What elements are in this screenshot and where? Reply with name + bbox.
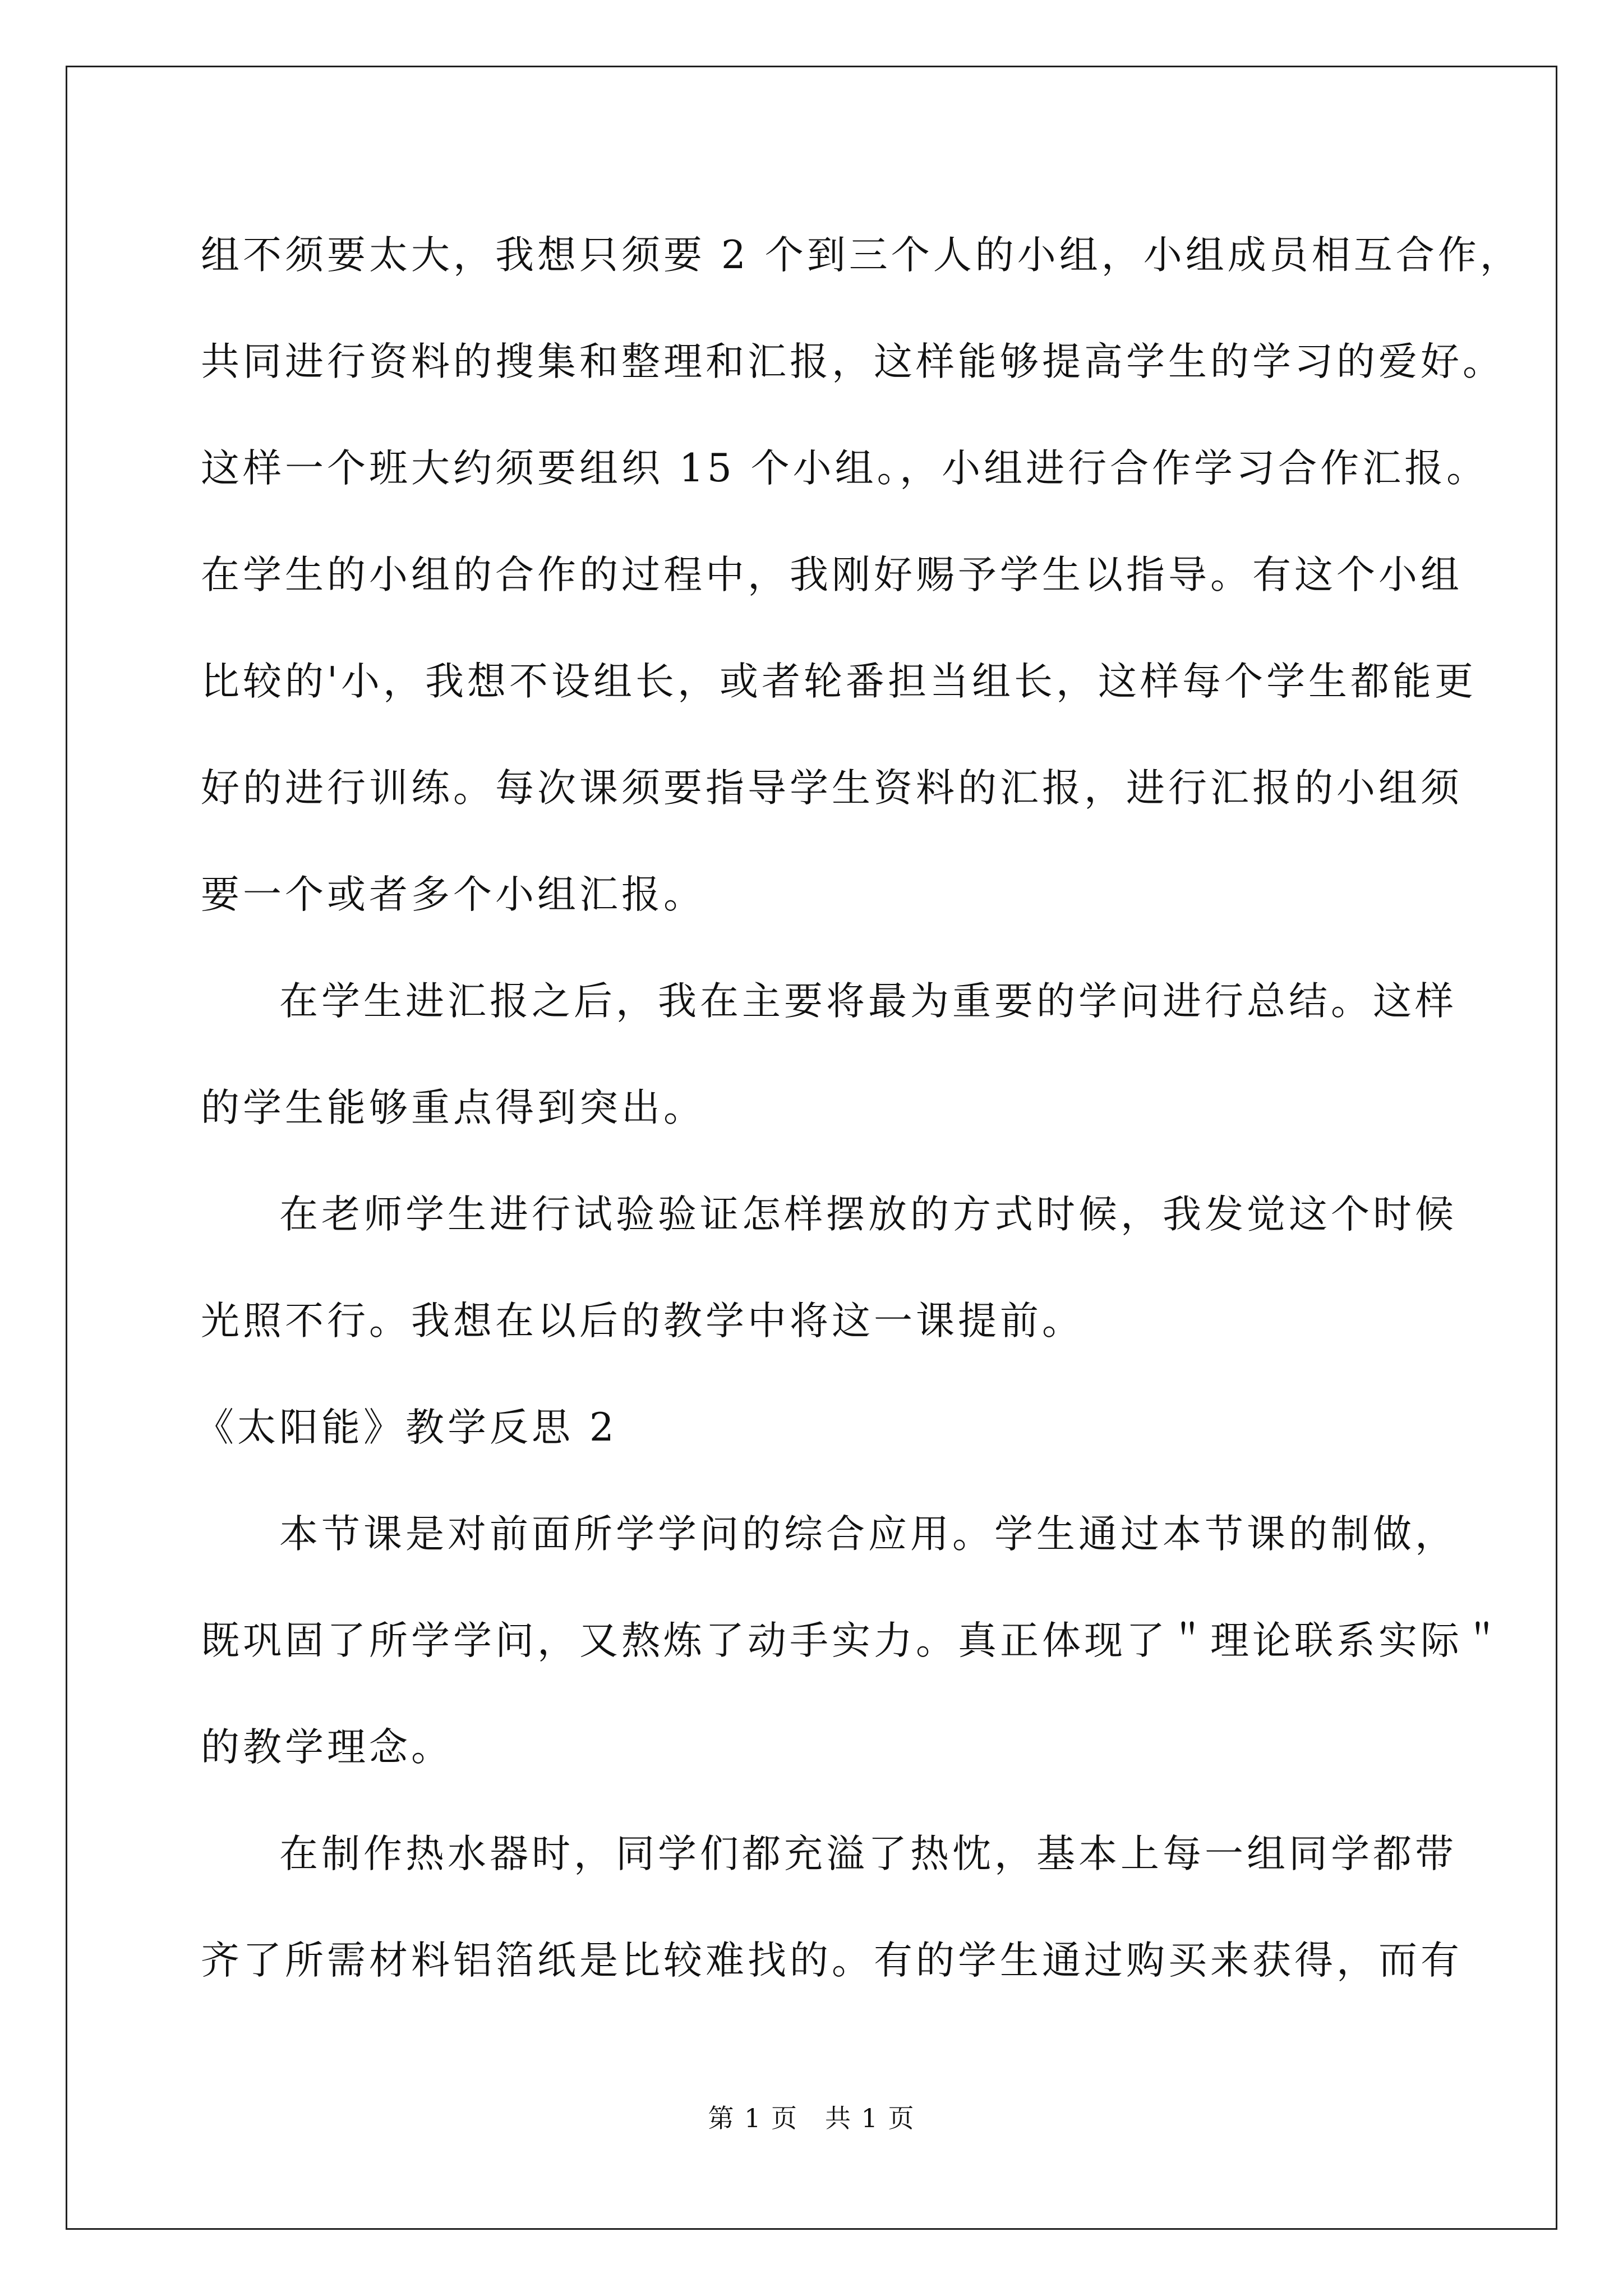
text-line: 在制作热水器时，同学们都充溢了热忱，基本上每一组同学都带 [279, 1832, 1457, 1876]
document-body [195, 202, 1522, 2014]
text-line: 这样一个班大约须要组织 15 个小组。，小组进行合作学习合作汇报。 [201, 446, 1489, 491]
text-line: 的学生能够重点得到突出。 [201, 1085, 706, 1130]
text-line: 光照不行。我想在以后的教学中将这一课提前。 [201, 1299, 1084, 1343]
text-line: 在学生的小组的合作的过程中，我刚好赐予学生以指导。有这个小组 [201, 553, 1463, 597]
text-line: 共同进行资料的搜集和整理和汇报，这样能够提高学生的学习的爱好。 [201, 339, 1505, 384]
text-line: 要一个或者多个小组汇报。 [201, 872, 706, 917]
text-line: 好的进行训练。每次课须要指导学生资料的汇报，进行汇报的小组须 [201, 766, 1463, 811]
text-line: 在学生进汇报之后，我在主要将最为重要的学问进行总结。这样 [279, 979, 1457, 1024]
text-line: 本节课是对前面所学学问的综合应用。学生通过本节课的制做， [279, 1512, 1457, 1557]
section-heading: 《太阳能》教学反思 2 [195, 1405, 617, 1450]
page-footer: 第 1 页 共 1 页 [708, 2103, 915, 2133]
text-line: 既巩固了所学学问，又熬炼了动手实力。真正体现了＂理论联系实际＂ [201, 1618, 1505, 1663]
text-line: 在老师学生进行试验验证怎样摆放的方式时候，我发觉这个时候 [279, 1192, 1457, 1237]
text-line: 组不须要太大，我想只须要 2 个到三个人的小组，小组成员相互合作， [201, 233, 1522, 278]
text-line: 的教学理念。 [201, 1725, 453, 1770]
text-line: 比较的'小，我想不设组长，或者轮番担当组长，这样每个学生都能更 [201, 659, 1477, 704]
text-line: 齐了所需材料铝箔纸是比较难找的。有的学生通过购买来获得，而有 [201, 1938, 1463, 1983]
